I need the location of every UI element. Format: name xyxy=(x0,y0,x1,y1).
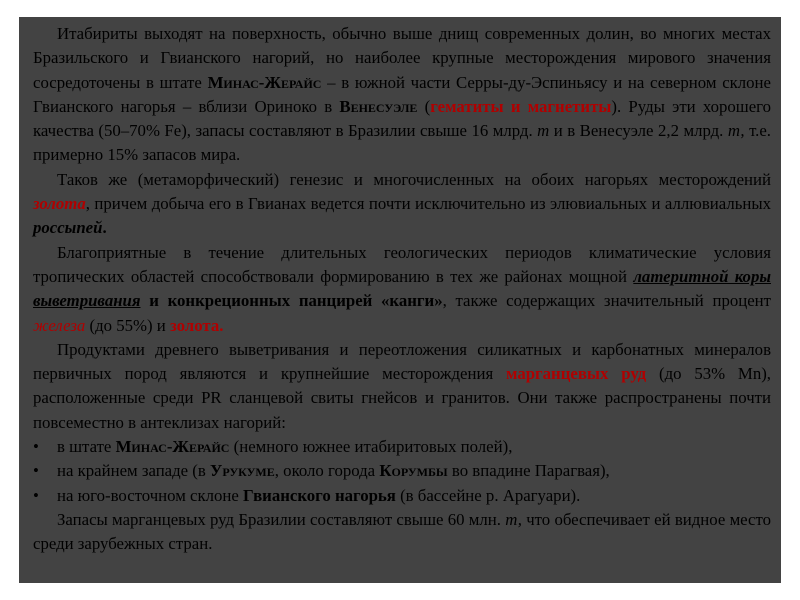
unit-t: т, xyxy=(727,121,745,141)
text-run: т.е. примерно 15% запасов мира. xyxy=(33,121,771,165)
text-run: (немного южнее итабиритовых полей), xyxy=(229,437,513,457)
place-guiana-highlands: Гвианского нагорья xyxy=(243,485,396,505)
slide-text xyxy=(33,22,771,557)
term-placers: россыпей xyxy=(33,218,103,238)
paragraph-reserves xyxy=(33,508,771,557)
text-run: ). Руды эти хорошего качества (50–70% Fe), запасы составляют в Бразилии свыше 16 млрд. xyxy=(33,96,771,141)
text-run: , также содержащих значительный процент xyxy=(442,291,771,311)
highlight-iron: железа xyxy=(33,315,86,335)
paragraph-itabirites xyxy=(33,22,771,168)
deposit-list xyxy=(33,435,771,508)
text-run: Благоприятные в течение длительных геологических периодов климатические условия тропических областей способствовали формированию в тех же районах мощной xyxy=(33,242,771,286)
paragraph-laterite xyxy=(33,241,771,338)
term-laterite-crust: латеритной коры выветривания xyxy=(33,266,771,311)
text-run: в штате xyxy=(57,437,116,457)
text-run: , около города xyxy=(274,461,380,481)
text-run: Продуктами древнего выветривания и переотложения силикатных и карбонатных минералов первичных пород являются и крупнейшие месторождения xyxy=(33,339,771,384)
bullet-icon: • xyxy=(33,437,39,457)
place-minas-gerais: Минас-Жерайс xyxy=(207,72,322,92)
text-run: и в Венесуэле 2,2 млрд. xyxy=(549,121,728,141)
highlight-gold: золота xyxy=(33,194,86,214)
list-item xyxy=(33,484,771,508)
text-run: Запасы марганцевых руд Бразилии составляют свыше 60 млн. xyxy=(57,509,506,529)
text-run: (до 55%) и xyxy=(85,315,170,335)
bullet-icon: • xyxy=(33,485,39,505)
place-minas-gerais: Минас-Жерайс xyxy=(115,437,230,457)
highlight-hematites: гематиты и магнетиты xyxy=(430,96,612,116)
list-item xyxy=(33,459,771,483)
place-corumba: Корумбы xyxy=(379,461,448,481)
text-run: ( xyxy=(417,96,431,116)
list-item xyxy=(33,435,771,459)
paragraph-gold xyxy=(33,168,771,241)
place-venezuela: Венесуэле xyxy=(339,96,418,116)
term-kangi: и конкреционных панцирей «канги» xyxy=(140,291,443,311)
paragraph-manganese xyxy=(33,338,771,435)
text-run: на юго-восточном склоне xyxy=(57,485,244,505)
text-run: – в южной части Серры-ду-Эспиньясу и на северном склоне Гвианского нагорья – вблизи Ориноко в xyxy=(33,72,771,116)
text-run: на крайнем западе (в xyxy=(57,461,211,481)
highlight-manganese: марганцевых руд xyxy=(506,364,647,384)
place-urucum: Урукуме xyxy=(210,461,275,481)
text-run: (в бассейне р. Арагуари). xyxy=(395,485,581,505)
text-run: . xyxy=(102,218,107,238)
text-run: , причем добыча его в Гвианах ведется почти исключительно из элювиальных и аллювиальных xyxy=(85,194,771,214)
highlight-gold-2: золота. xyxy=(169,315,224,335)
text-run: Таков же (метаморфический) генезис и многочисленных на обоих нагорьях месторождений xyxy=(57,169,771,189)
text-run: что обеспечивает ей видное место среди зарубежных стран. xyxy=(33,509,772,554)
bullet-icon: • xyxy=(33,461,39,481)
text-run: (до 53% Mn), расположенные среди PR сланцевой свиты гнейсов и гранитов. Они также распространены почти повсеместно в антеклизах нагорий: xyxy=(33,364,771,432)
text-run: Итабириты выходят на поверхность, обычно выше днищ современных долин, во многих местах Бразильского и Гвианского нагорий, но наиболее крупные месторождения мирового значения сосредоточены в штате xyxy=(33,24,771,92)
unit-t: т, xyxy=(505,509,522,529)
unit-t: т xyxy=(537,121,550,141)
text-run: во впадине Парагвая), xyxy=(447,461,610,481)
